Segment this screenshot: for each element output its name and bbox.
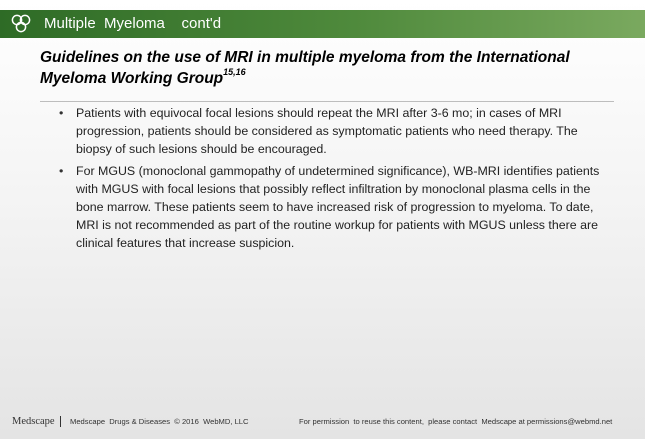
heading-reference: 15,16 bbox=[223, 66, 246, 77]
bullet-item: • For MGUS (monoclonal gammopathy of undetermined significance), WB-MRI identifies patients with MGUS with focal lesions that possibly reflect infiltration by monoclonal plasma cells in the bone marrow. These patients seem to have increased risk of progression to myeloma. To date, MRI is not recommended as part of the routine workup for patients with MGUS unless there are clinical features that increase suspicion. bbox=[56, 162, 616, 252]
slide-heading-text: Guidelines on the use of MRI in multiple myeloma from the International Myeloma Working Group bbox=[40, 49, 570, 87]
bullet-list bbox=[56, 104, 616, 256]
footer-permission: For permission to reuse this content, please contact Medscape at permissions@webmd.net bbox=[299, 417, 613, 426]
bar-title: Multiple Myeloma cont'd bbox=[44, 15, 222, 32]
bullet-item: • Patients with equivocal focal lesions should repeat the MRI after 3-6 mo; in cases of MRI progression, patients should be considered as symptomatic patients who need therapy. The biopsy of such lesions should be encouraged. bbox=[56, 104, 616, 158]
title-bar bbox=[0, 10, 645, 38]
three-circles-icon bbox=[10, 14, 32, 34]
medscape-logo: Medscape bbox=[12, 416, 55, 427]
slide-heading bbox=[40, 47, 630, 89]
footer-copyright: Medscape Drugs & Diseases © 2016 WebMD, LLC bbox=[70, 417, 249, 426]
footer-divider bbox=[60, 416, 61, 427]
heading-divider bbox=[40, 101, 614, 102]
footer bbox=[0, 413, 645, 433]
